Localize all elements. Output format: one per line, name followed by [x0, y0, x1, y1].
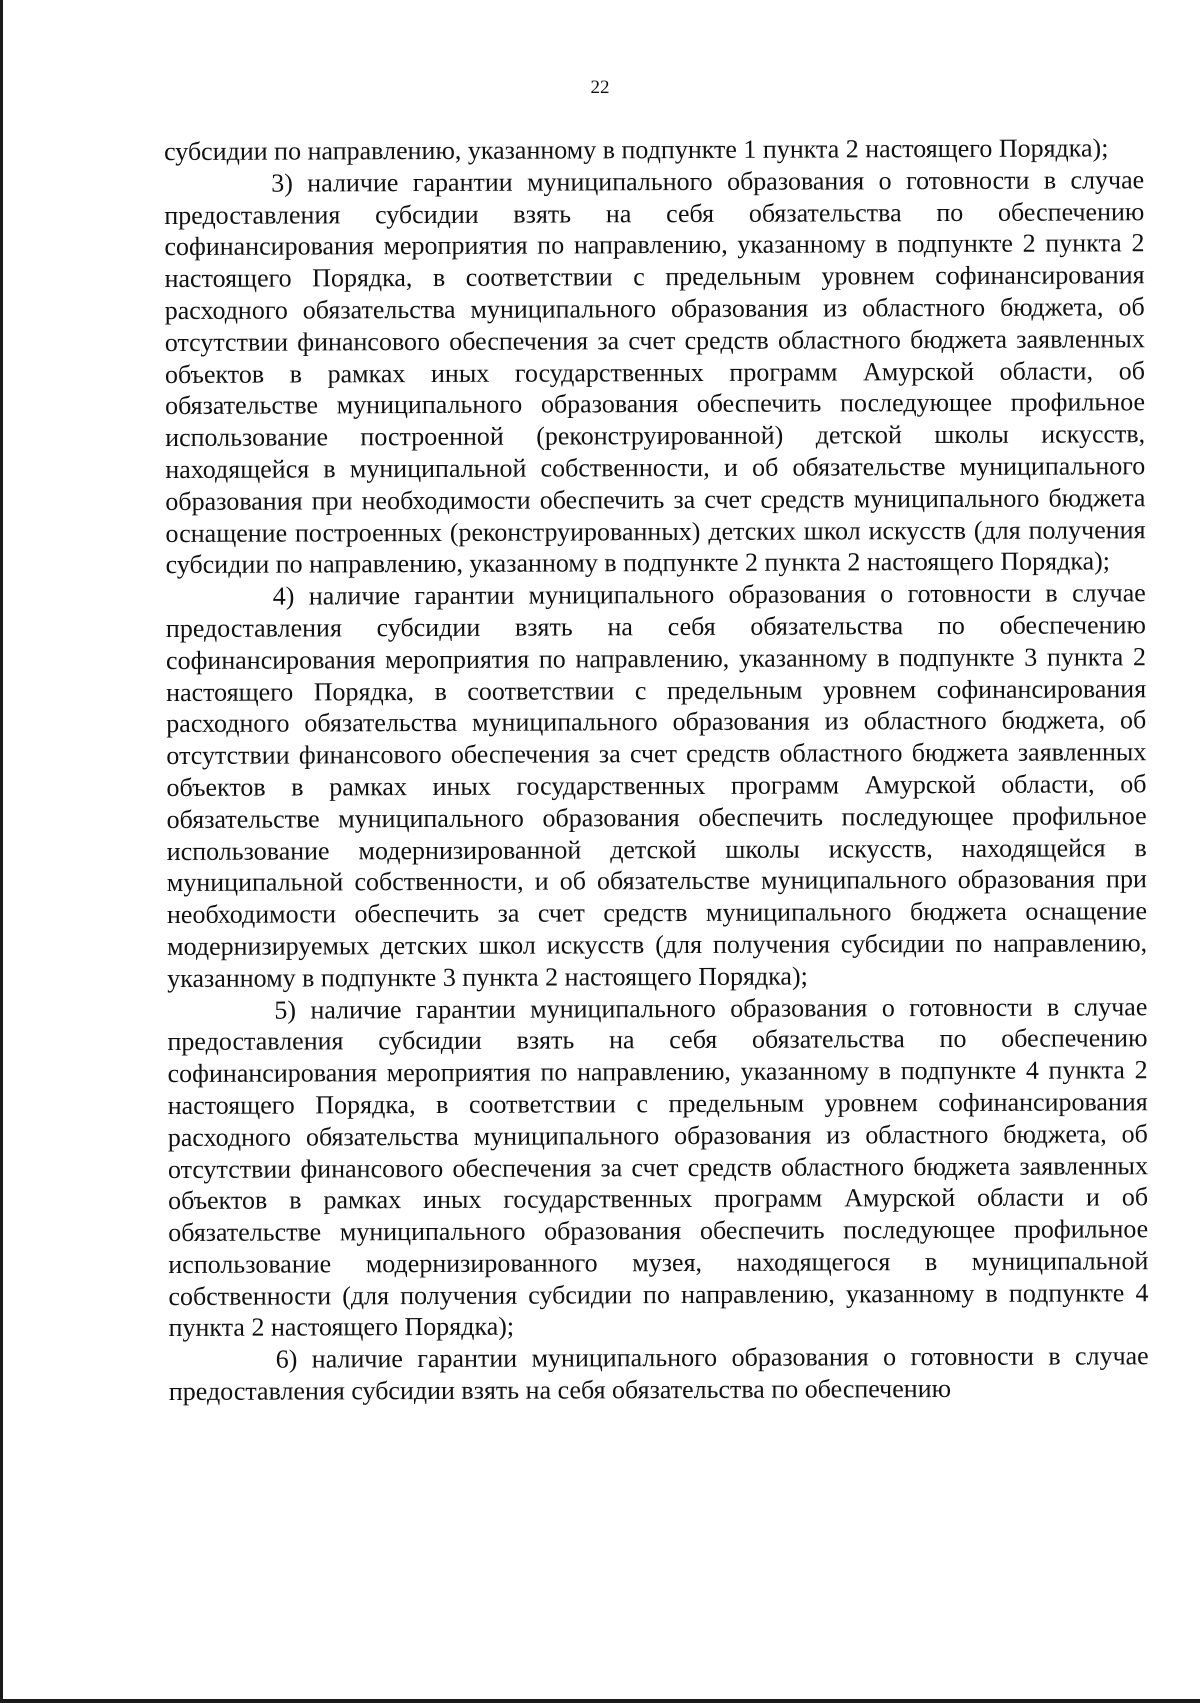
- page-number: 22: [590, 77, 610, 98]
- paragraph-item-4: 4) наличие гарантии муниципального образования о готовности в случае предоставления субсидии взять на себя обязательства по обеспечению софинансирования мероприятия по направлению, указанному в подпункте 3 пункта 2 настоящего Порядка, в соответствии с предельным уровнем софинансирования расходного обязательства муниципального образования из областного бюджета, об отсутствии финансового обеспечения за счет средств областного бюджета заявленных объектов в рамках иных государственных программ Амурской области, об обязательстве муниципального образования обеспечить последующее профильное использование модернизированной детской школы искусств, находящейся в муниципальной собственности, и об обязательстве муниципального образования при необходимости обеспечить за счет средств муниципального бюджета оснащение модернизируемых детских школ искусств (для получения субсидии по направлению, указанному в подпункте 3 пункта 2 настоящего Порядка);: [165, 578, 1148, 993]
- document-body: [164, 132, 1149, 1408]
- paragraph-item-3: 3) наличие гарантии муниципального образования о готовности в случае предоставления субсидии взять на себя обязательства по обеспечению софинансирования мероприятия по направлению, указанному в подпункте 2 пункта 2 настоящего Порядка, в соответствии с предельным уровнем софинансирования расходного обязательства муниципального образования из областного бюджета, об отсутствии финансового обеспечения за счет средств областного бюджета заявленных объектов в рамках иных государственных программ Амурской области, об обязательстве муниципального образования обеспечить последующее профильное использование построенной (реконструированной) детской школы искусств, находящейся в муниципальной собственности, и об обязательстве муниципального образования при необходимости обеспечить за счет средств муниципального бюджета оснащение построенных (реконструированных) детских школ искусств (для получения субсидии по направлению, указанному в подпункте 2 пункта 2 настоящего Порядка);: [164, 165, 1146, 580]
- paragraph-item-5: 5) наличие гарантии муниципального образования о готовности в случае предоставления субсидии взять на себя обязательства по обеспечению софинансирования мероприятия по направлению, указанному в подпункте 4 пункта 2 настоящего Порядка, в соответствии с предельным уровнем софинансирования расходного обязательства муниципального образования из областного бюджета, об отсутствии финансового обеспечения за счет средств областного бюджета заявленных объектов в рамках иных государственных программ Амурской области и об обязательстве муниципального образования обеспечить последующее профильное использование модернизированного музея, находящегося в муниципальной собственности (для получения субсидии по направлению, указанному в подпункте 4 пункта 2 настоящего Порядка);: [167, 991, 1149, 1343]
- scan-edge-left: [0, 0, 3, 1703]
- paragraph-continuation: субсидии по направлению, указанному в подпункте 1 пункта 2 настоящего Порядка);: [164, 133, 1109, 166]
- scan-edge-bottom: [0, 1699, 1200, 1703]
- paragraph-item-6: 6) наличие гарантии муниципального образования о готовности в случае предоставления субсидии взять на себя обязательства по обеспечению: [168, 1341, 1149, 1407]
